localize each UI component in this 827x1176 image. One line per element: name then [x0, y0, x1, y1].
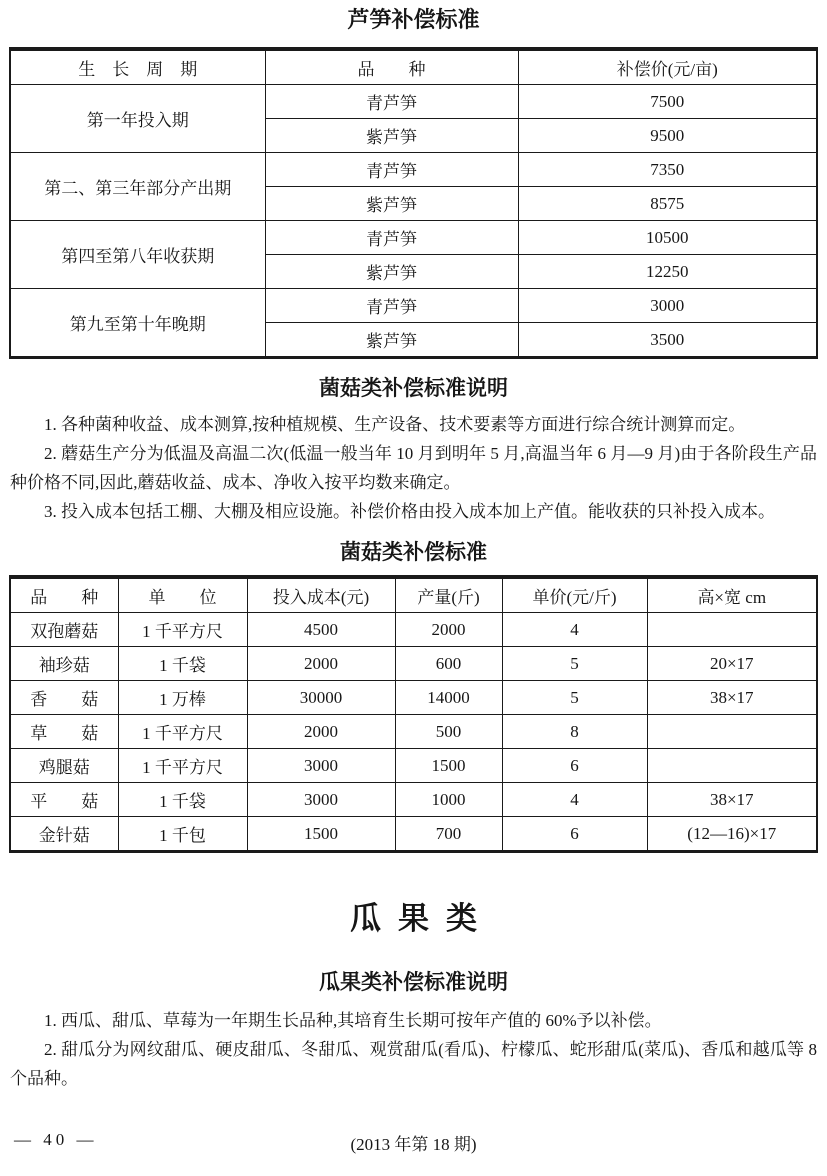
table-row	[10, 715, 817, 749]
dimensions-cell	[647, 613, 817, 647]
variety-cell: 草 菇	[10, 715, 118, 749]
variety-cell: 香 菇	[10, 681, 118, 715]
variety-cell: 紫芦笋	[265, 323, 518, 358]
mushroom-section-title: 菌菇类补偿标准	[340, 541, 487, 564]
mushroom-notes-title: 菌菇类补偿标准说明	[319, 377, 508, 400]
table-row	[10, 153, 817, 187]
unit-cell: 1 千袋	[118, 783, 247, 817]
note-paragraph: 1. 各种菌种收益、成本测算,按种植规模、生产设备、技术要素等方面进行综合统计测算而定。	[44, 415, 746, 434]
note-paragraph: 2. 蘑菇生产分为低温及高温二次(低温一般当年 10 月到明年 5 月,高温当年 6 月—9 月)由于各阶段生产品种价格不同,因此,蘑菇收益、成本、净收入按平均数来确定。	[10, 444, 817, 492]
col-header-price: 补偿价(元/亩)	[518, 49, 817, 85]
growth-period-cell: 第一年投入期	[10, 85, 265, 153]
col-header-variety: 品 种	[10, 577, 118, 613]
table-row	[10, 221, 817, 255]
page-footer	[0, 1130, 827, 1160]
col-header-variety: 品 种	[265, 49, 518, 85]
price-cell: 12250	[518, 255, 817, 289]
table-row	[10, 817, 817, 852]
variety-cell: 双孢蘑菇	[10, 613, 118, 647]
unit-cell: 1 千平方尺	[118, 613, 247, 647]
unit-cell: 1 千包	[118, 817, 247, 852]
table-row	[10, 647, 817, 681]
unit-price-cell: 6	[502, 817, 647, 852]
price-cell: 10500	[518, 221, 817, 255]
dimensions-cell	[647, 715, 817, 749]
unit-cell: 1 千袋	[118, 647, 247, 681]
unit-price-cell: 5	[502, 681, 647, 715]
unit-price-cell: 4	[502, 783, 647, 817]
melon-notes-title: 瓜果类补偿标准说明	[319, 971, 508, 994]
input-cost-cell: 1500	[247, 817, 395, 852]
price-cell: 7350	[518, 153, 817, 187]
table-row	[10, 749, 817, 783]
variety-cell: 青芦笋	[265, 85, 518, 119]
yield-cell: 14000	[395, 681, 502, 715]
table-row	[10, 681, 817, 715]
growth-period-cell: 第九至第十年晚期	[10, 289, 265, 358]
variety-cell: 紫芦笋	[265, 255, 518, 289]
input-cost-cell: 2000	[247, 715, 395, 749]
issue-label: (2013 年第 18 期)	[350, 1135, 477, 1154]
table-row	[10, 289, 817, 323]
note-paragraph: 3. 投入成本包括工棚、大棚及相应设施。补偿价格由投入成本加上产值。能收获的只补投入成本。	[44, 502, 775, 521]
unit-cell: 1 万棒	[118, 681, 247, 715]
variety-cell: 鸡腿菇	[10, 749, 118, 783]
table-row	[10, 613, 817, 647]
yield-cell: 1500	[395, 749, 502, 783]
page-number: — 40 —	[14, 1130, 98, 1149]
price-cell: 3500	[518, 323, 817, 358]
variety-cell: 青芦笋	[265, 289, 518, 323]
unit-cell: 1 千平方尺	[118, 749, 247, 783]
growth-period-cell: 第四至第八年收获期	[10, 221, 265, 289]
yield-cell: 2000	[395, 613, 502, 647]
input-cost-cell: 3000	[247, 783, 395, 817]
col-header-yield: 产量(斤)	[395, 577, 502, 613]
asparagus-section-title: 芦笋补偿标准	[347, 7, 480, 32]
asparagus-table	[9, 47, 818, 359]
variety-cell: 紫芦笋	[265, 119, 518, 153]
note-paragraph: 1. 西瓜、甜瓜、草莓为一年期生长品种,其培育生长期可按年产值的 60%予以补偿。	[44, 1011, 662, 1030]
price-cell: 8575	[518, 187, 817, 221]
input-cost-cell: 2000	[247, 647, 395, 681]
col-header-input-cost: 投入成本(元)	[247, 577, 395, 613]
col-header-unit-price: 单价(元/斤)	[502, 577, 647, 613]
input-cost-cell: 4500	[247, 613, 395, 647]
table-row	[10, 85, 817, 119]
dimensions-cell: 38×17	[647, 783, 817, 817]
melon-notes	[0, 1006, 827, 1093]
variety-cell: 青芦笋	[265, 153, 518, 187]
dimensions-cell: (12—16)×17	[647, 817, 817, 852]
yield-cell: 500	[395, 715, 502, 749]
price-cell: 3000	[518, 289, 817, 323]
variety-cell: 青芦笋	[265, 221, 518, 255]
unit-price-cell: 8	[502, 715, 647, 749]
col-header-unit: 单 位	[118, 577, 247, 613]
melon-section-title: 瓜果类	[349, 901, 495, 936]
input-cost-cell: 3000	[247, 749, 395, 783]
note-paragraph: 2. 甜瓜分为网纹甜瓜、硬皮甜瓜、冬甜瓜、观赏甜瓜(看瓜)、柠檬瓜、蛇形甜瓜(菜瓜)、香瓜和越瓜等 8 个品种。	[10, 1040, 817, 1088]
unit-price-cell: 4	[502, 613, 647, 647]
price-cell: 9500	[518, 119, 817, 153]
mushroom-notes	[0, 410, 827, 526]
unit-price-cell: 6	[502, 749, 647, 783]
dimensions-cell	[647, 749, 817, 783]
yield-cell: 1000	[395, 783, 502, 817]
unit-price-cell: 5	[502, 647, 647, 681]
growth-period-cell: 第二、第三年部分产出期	[10, 153, 265, 221]
mushroom-table	[9, 575, 818, 853]
col-header-growth-period: 生 长 周 期	[10, 49, 265, 85]
asparagus-header-row	[10, 49, 817, 85]
mushroom-header-row	[10, 577, 817, 613]
price-cell: 7500	[518, 85, 817, 119]
variety-cell: 袖珍菇	[10, 647, 118, 681]
yield-cell: 600	[395, 647, 502, 681]
variety-cell: 平 菇	[10, 783, 118, 817]
yield-cell: 700	[395, 817, 502, 852]
variety-cell: 紫芦笋	[265, 187, 518, 221]
dimensions-cell: 20×17	[647, 647, 817, 681]
input-cost-cell: 30000	[247, 681, 395, 715]
dimensions-cell: 38×17	[647, 681, 817, 715]
table-row	[10, 783, 817, 817]
unit-cell: 1 千平方尺	[118, 715, 247, 749]
variety-cell: 金针菇	[10, 817, 118, 852]
col-header-dimensions: 高×宽 cm	[647, 577, 817, 613]
